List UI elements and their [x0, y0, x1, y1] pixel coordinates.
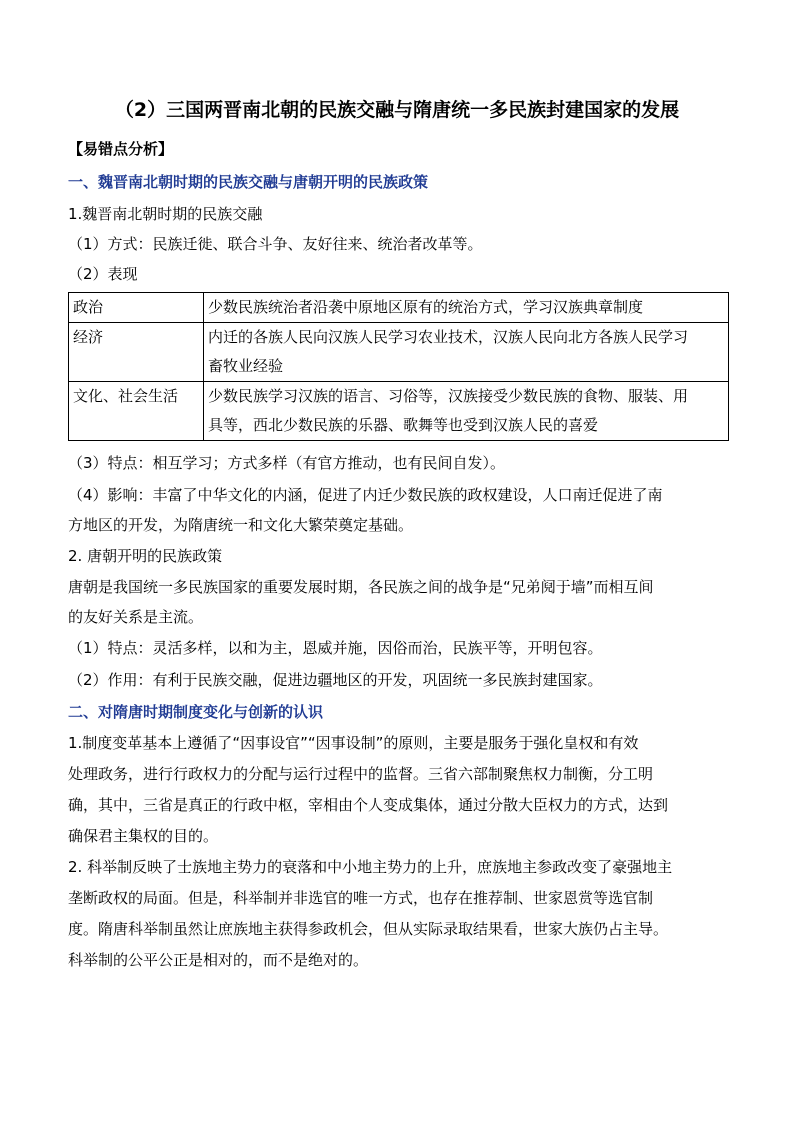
paragraph-line: 度。隋唐科举制虽然让庶族地主获得参政机会，但从实际录取结果看，世家大族仍占主导。: [68, 920, 669, 938]
sub-heading-2: 2. 唐朝开明的民族政策: [68, 547, 223, 565]
item-impact-line1: （4）影响：丰富了中华文化的内涵，促进了内迁少数民族的政权建设，人口南迁促进了南: [68, 486, 663, 504]
table-cell-content: [204, 293, 729, 323]
paragraph-line: 2. 科举制反映了士族地主势力的衰落和中小地主势力的上升，庶族地主参政改变了豪强地主: [68, 858, 673, 876]
item-method: （1）方式：民族迁徙、联合斗争、友好往来、统治者改革等。: [68, 235, 483, 253]
paragraph-line: 确保君主集权的目的。: [68, 827, 219, 845]
cell-line: 少数民族统治者沿袭中原地区原有的统治方式，学习汉族典章制度: [208, 298, 644, 316]
section2-heading: 二、对隋唐时期制度变化与创新的认识: [68, 703, 324, 721]
paragraph-line: 确，其中，三省是真正的行政中枢，宰相由个人变成集体，通过分散大臣权力的方式，达到: [68, 796, 669, 814]
paragraph-line: 1.制度变革基本上遵循了“因事设官”“因事设制”的原则，主要是服务于强化皇权和有效: [68, 734, 639, 752]
item-manifestation: （2）表现: [68, 265, 138, 283]
item-features: （3）特点：相互学习；方式多样（有官方推动，也有民间自发）。: [68, 454, 506, 472]
page-title: （2）三国两晋南北朝的民族交融与隋唐统一多民族封建国家的发展: [114, 99, 680, 121]
table-cell-label: 政治: [69, 293, 204, 323]
paragraph-line: 唐朝是我国统一多民族国家的重要发展时期，各民族之间的战争是“兄弟阋于墙”而相互间: [68, 578, 654, 596]
cell-line: 畜牧业经验: [208, 357, 284, 375]
section-label: 【易错点分析】: [68, 140, 174, 158]
paragraph-line: 的友好关系是主流。: [68, 608, 204, 626]
cell-line: 内迁的各族人民向汉族人民学习农业技术，汉族人民向北方各族人民学习: [208, 328, 689, 346]
item-impact-line2: 方地区的开发，为隋唐统一和文化大繁荣奠定基础。: [68, 516, 414, 534]
paragraph-line: 处理政务，进行行政权力的分配与运行过程中的监督。三省六部制聚焦权力制衡，分工明: [68, 765, 654, 783]
section1-heading: 一、魏晋南北朝时期的民族交融与唐朝开明的民族政策: [68, 173, 429, 191]
table-cell-content: [204, 382, 729, 441]
table-row: [69, 323, 729, 382]
sub-heading-1: 1.魏晋南北朝时期的民族交融: [68, 205, 263, 223]
table-cell-label: 文化、社会生活: [69, 382, 204, 441]
table-cell-content: [204, 323, 729, 382]
paragraph-line: 科举制的公平公正是相对的，而不是绝对的。: [68, 951, 369, 969]
table-cell-label: 经济: [69, 323, 204, 382]
manifestation-table: [68, 292, 729, 441]
item-policy-features: （1）特点：灵活多样，以和为主，恩威并施，因俗而治，民族平等，开明包容。: [68, 639, 603, 657]
cell-line: 少数民族学习汉族的语言、习俗等，汉族接受少数民族的食物、服装、用: [208, 387, 689, 405]
cell-line: 具等，西北少数民族的乐器、歌舞等也受到汉族人民的喜爱: [208, 416, 599, 434]
table-row: [69, 382, 729, 441]
paragraph-line: 垄断政权的局面。但是，科举制并非选官的唯一方式，也存在推荐制、世家恩赏等选官制: [68, 889, 654, 907]
table-row: [69, 293, 729, 323]
item-policy-effect: （2）作用：有利于民族交融，促进边疆地区的开发，巩固统一多民族封建国家。: [68, 671, 603, 689]
